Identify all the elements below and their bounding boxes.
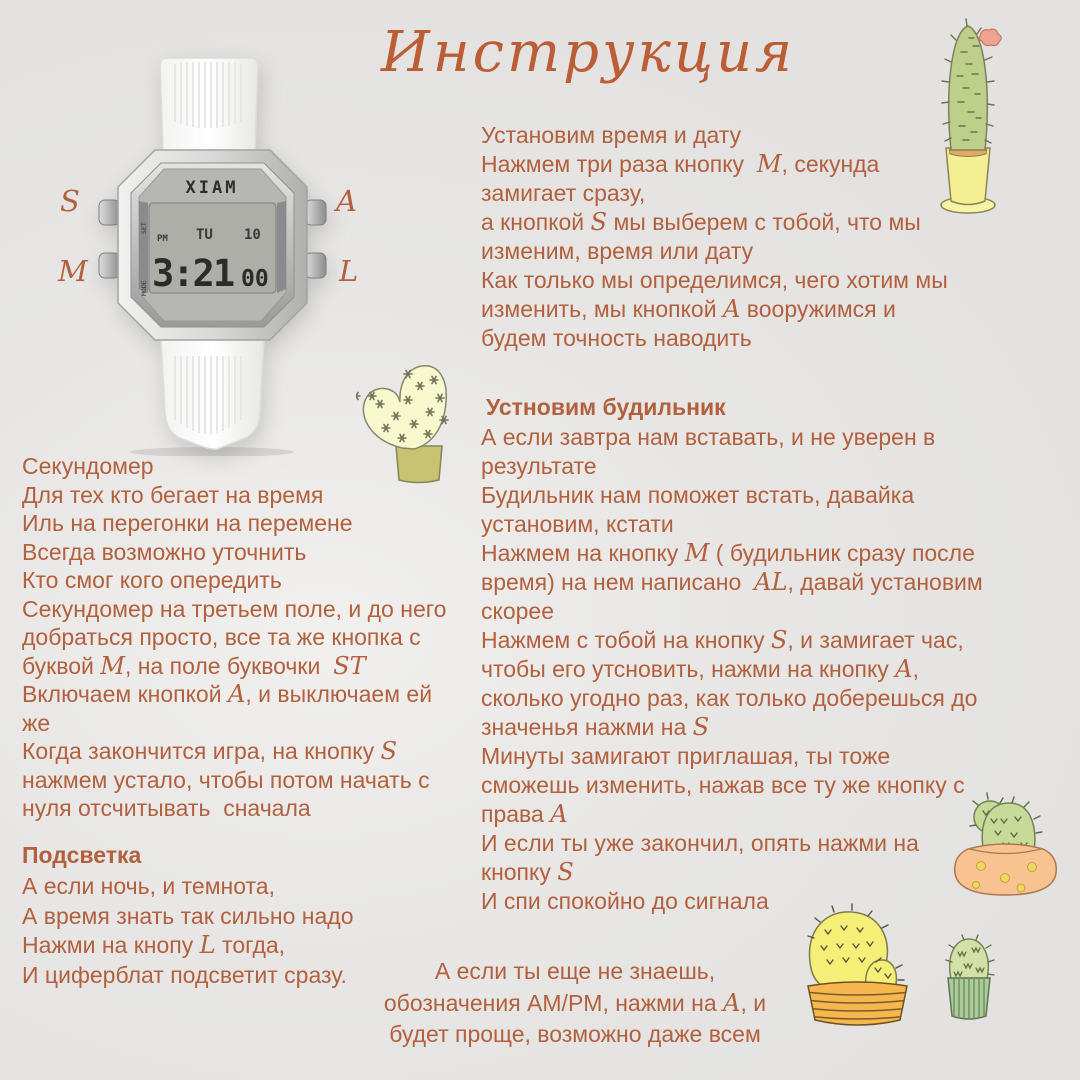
cactus-body xyxy=(950,939,989,979)
cactus-pot xyxy=(955,844,1056,895)
text-line: нажмем устало, чтобы потом начать с xyxy=(22,766,430,793)
lcd-day: TU xyxy=(196,227,213,243)
section-stopwatch xyxy=(22,452,446,823)
watch-button-light xyxy=(305,253,326,278)
text-line: Когда закончится игра, на кнопку S xyxy=(22,737,398,765)
text-line: замигает сразу, xyxy=(481,180,646,206)
watch-button-mode xyxy=(99,253,120,278)
script-letter: S xyxy=(590,208,608,236)
script-letter: A xyxy=(227,680,246,708)
script-letter: M xyxy=(756,150,782,178)
text-line: обозначения AM/PM, нажми на A, и xyxy=(383,988,767,1017)
text-line: Кто смог кого опередить xyxy=(22,567,282,593)
text-line: кнопку S xyxy=(481,858,574,886)
lcd-ampm: PM xyxy=(157,234,168,244)
script-letter: A xyxy=(723,988,741,1017)
script-letter: ST xyxy=(333,651,366,680)
script-letter: A xyxy=(550,800,568,828)
text-line: же xyxy=(22,709,51,736)
text-line: А если ночь, и темнота, xyxy=(22,873,275,899)
text-line: А если завтра нам вставать, и не уверен в xyxy=(481,424,936,450)
button-label-a: A xyxy=(336,184,357,218)
page-title: Инструкция xyxy=(380,20,796,85)
watch-strap-top xyxy=(160,58,258,150)
button-label-s: S xyxy=(60,184,80,218)
text-line: установим, кстати xyxy=(481,511,674,537)
watch-brand: XIAM xyxy=(185,178,239,198)
text-line: Нажми на кнопу L тогда, xyxy=(22,931,286,959)
text-line: результате xyxy=(481,453,597,479)
text-line: а кнопкой S мы выберем с тобой, что мы xyxy=(481,208,921,236)
section-backlight xyxy=(22,872,354,990)
text-line: будет проще, возможно даже всем xyxy=(389,1021,761,1047)
text-line: Нажмем на кнопку M ( будильник сразу после xyxy=(481,539,975,567)
text-line: И циферблат подсветит сразу. xyxy=(22,961,347,988)
lcd-time: 3:21 xyxy=(152,252,234,295)
text-line: Секундомер xyxy=(22,453,154,479)
watch-strap-bottom xyxy=(161,340,264,449)
text-line: нуля отсчитывать сначала xyxy=(22,795,311,821)
cactus-pot xyxy=(396,446,442,483)
watch-photo xyxy=(95,56,330,456)
text-line: Для тех кто бегает на время xyxy=(22,481,324,508)
text-line: изменим, время или дату xyxy=(481,238,754,264)
basket-cactus-illustration xyxy=(800,902,915,1032)
watch-button-set xyxy=(99,200,120,225)
text-line: скорее xyxy=(481,598,554,624)
tall-cactus-illustration xyxy=(925,12,1010,217)
section-set-time xyxy=(481,121,948,353)
lcd-date: 10 xyxy=(244,227,261,243)
text-line: будем точность наводить xyxy=(481,325,752,351)
text-line: значенья нажми на S xyxy=(481,713,710,741)
text-line: Установим время и дату xyxy=(481,122,742,148)
section-backlight-heading: Подсветка xyxy=(22,842,142,868)
watch-engraving-mode: MODE xyxy=(140,280,148,296)
text-line: изменить, мы кнопкой A вооружимся и xyxy=(481,295,896,323)
script-letter: AL xyxy=(754,568,788,596)
lcd-seconds: 00 xyxy=(241,266,269,292)
watch-button-adjust xyxy=(305,200,326,225)
section-alarm xyxy=(481,423,983,916)
text-line: Будильник нам поможет встать, давайка xyxy=(481,482,915,508)
text-line: время) на нем написано AL, давай установим xyxy=(481,568,983,596)
script-letter: L xyxy=(199,931,216,959)
watch-lcd xyxy=(149,203,276,295)
text-line: Включаем кнопкой A, и выключаем ей xyxy=(22,680,433,708)
text-line: Секундомер на третьем поле, и до него xyxy=(22,595,447,622)
section-ampm-note xyxy=(368,956,782,1051)
text-line: И если ты уже закончил, опять нажми на xyxy=(481,830,919,856)
script-letter: S xyxy=(380,737,398,765)
text-line: А если ты еще не знаешь, xyxy=(434,958,716,984)
script-letter: S xyxy=(692,713,710,741)
script-letter: M xyxy=(684,539,710,567)
watch-engraving-set: SET xyxy=(140,222,148,234)
text-line: добраться просто, все та же кнопка с xyxy=(22,624,421,650)
cup-cactus-illustration xyxy=(938,932,1000,1024)
script-letter: S xyxy=(557,858,574,886)
text-line: сколько угодно раз, как только доберешься до xyxy=(481,685,978,711)
button-label-l: L xyxy=(339,254,359,288)
text-line: буквой M, на поле буквочки ST xyxy=(22,651,366,680)
text-line: И спи спокойно до сигнала xyxy=(481,888,769,914)
heart-cactus-illustration xyxy=(356,360,481,485)
text-line: Нажмем с тобой на кнопку S, и замигает час, xyxy=(481,626,964,654)
text-line: Как только мы определимся, чего хотим мы xyxy=(481,267,948,293)
script-letter: S xyxy=(770,626,788,654)
text-line: Нажмем три раза кнопку M, секунда xyxy=(481,150,880,178)
text-line: А время знать так сильно надо xyxy=(22,902,354,929)
script-letter: M xyxy=(100,651,125,680)
button-label-m: M xyxy=(58,254,88,288)
text-line: Иль на перегонки на перемене xyxy=(22,510,353,536)
text-line: сможешь изменить, нажав все ту же кнопку с xyxy=(481,772,965,798)
section-alarm-heading: Устновим будильник xyxy=(486,394,726,420)
script-letter: A xyxy=(895,655,913,683)
text-line: права A xyxy=(481,800,568,828)
text-line: Минуты замигают приглашая, ты тоже xyxy=(481,743,891,769)
script-letter: A xyxy=(722,295,741,323)
text-line: чтобы его утсновить, нажми на кнопку A, xyxy=(481,655,919,683)
cactus-flower xyxy=(979,29,1001,45)
text-line: Всегда возможно уточнить xyxy=(22,538,307,565)
orange-pot-cactus-illustration xyxy=(948,785,1063,900)
